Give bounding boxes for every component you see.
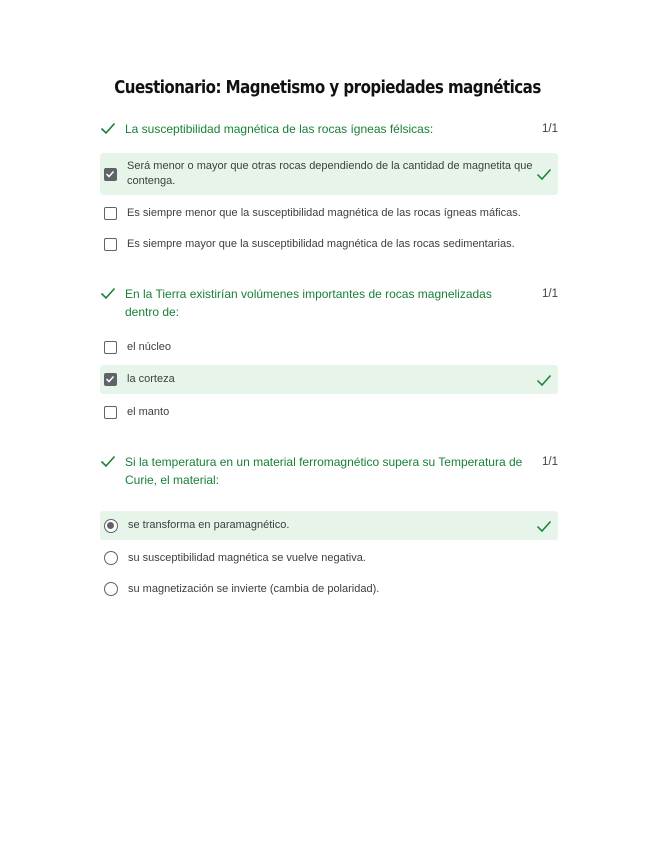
option-label: su magnetización se invierte (cambia de polaridad). [128,582,380,595]
question-3-option-2[interactable] [100,548,558,568]
radio[interactable] [104,551,118,565]
check-icon [100,454,116,468]
checkbox[interactable] [104,207,117,220]
checkbox[interactable] [104,406,117,419]
check-icon [100,121,116,135]
option-label: Es siempre menor que la susceptibilidad magnética de las rocas ígneas máficas. [127,206,521,219]
option-label: Es siempre mayor que la susceptibilidad magnética de las rocas sedimentarias. [127,237,515,250]
checkmark-icon [105,374,115,384]
question-2-header [100,285,560,321]
option-label: su susceptibilidad magnética se vuelve negativa. [128,551,366,564]
question-2-option-1[interactable] [100,337,558,357]
option-label: la corteza [127,373,175,385]
question-1-option-2[interactable] [100,203,558,223]
question-1-text: La susceptibilidad magnética de las rocas ígneas félsicas: [125,122,434,136]
checkbox[interactable] [104,341,117,354]
correct-check-icon [536,167,552,181]
quiz-title: Cuestionario: Magnetismo y propiedades magnéticas [114,78,541,98]
checkbox-checked[interactable] [104,168,117,181]
question-2-text: En la Tierra existirían volúmenes importantes de rocas magnelizadas dentro de: [125,287,492,319]
radio[interactable] [104,582,118,596]
question-3-option-3[interactable] [100,579,558,599]
option-label: se transforma en paramagnético. [128,519,290,531]
checkbox[interactable] [104,238,117,251]
option-label: Será menor o mayor que otras rocas dependiendo de la cantidad de magnetita que contenga. [127,160,533,187]
question-2-score: 1/1 [542,288,558,300]
question-3-text: Si la temperatura en un material ferromagnético supera su Temperatura de Curie, el material: [125,455,523,487]
question-3-header [100,453,560,489]
question-2-option-2[interactable] [100,365,558,394]
checkmark-icon [105,169,115,179]
correct-check-icon [536,373,552,387]
option-label: el núcleo [127,340,172,353]
question-1-option-1[interactable] [100,153,558,195]
question-1-header [100,120,560,138]
option-label: el manto [127,405,170,418]
question-1-score: 1/1 [542,123,558,135]
check-icon [100,286,116,300]
question-2-option-3[interactable] [100,402,558,422]
correct-check-icon [536,519,552,533]
checkbox-checked[interactable] [104,373,117,386]
question-1-option-3[interactable] [100,234,558,254]
question-3-score: 1/1 [542,456,558,468]
question-3-option-1[interactable] [100,511,558,540]
radio-selected[interactable] [104,519,118,533]
